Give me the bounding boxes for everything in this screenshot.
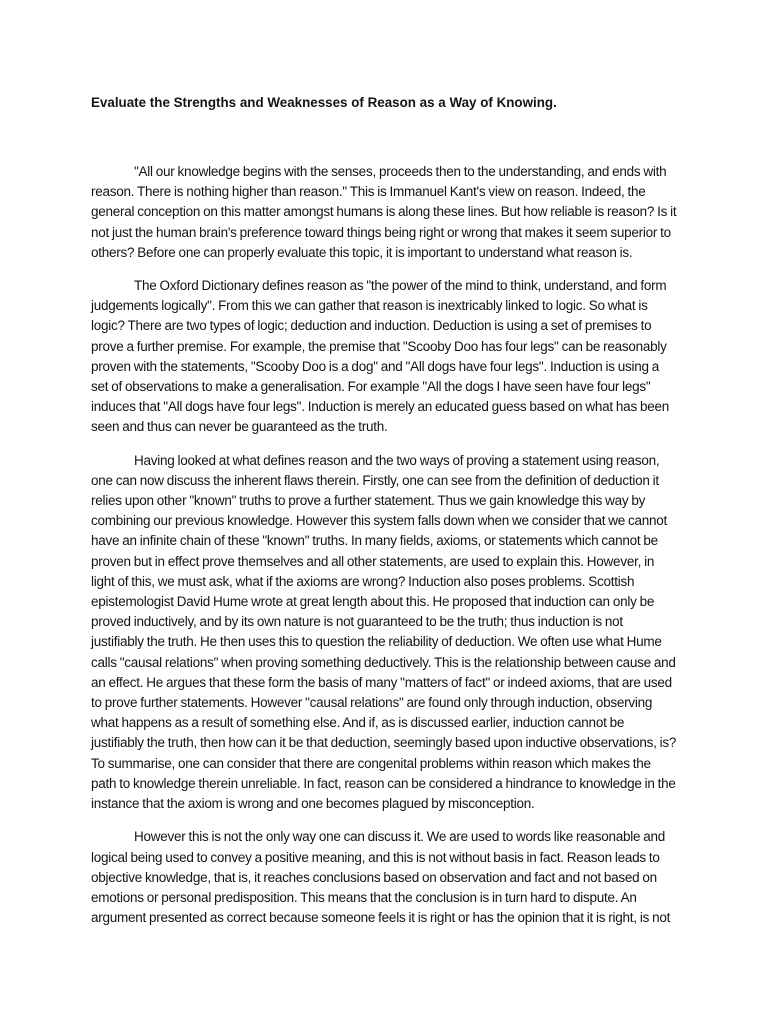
- paragraph-flaws-of-reason: Having looked at what defines reason and the two ways of proving a statement using reason, one can now discuss the inherent flaws therein. Firstly, one can see from the definition of deduction it relies upon other "known" truths to prove a further statement. Thus we gain knowledge this way by combining our previous knowledge. However this system falls down when we consider that we cannot have an infinite chain of these "known" truths. In many fields, axioms, or statements which cannot be proven but in effect prove themselves and all other statements, are used to explain this. However, in light of this, we must ask, what if the axioms are wrong? Induction also poses problems. Scottish epistemologist David Hume wrote at great length about this. He proposed that induction can only be proved inductively, and by its own nature is not guaranteed to be the truth; thus induction is not justifiably the truth. He then uses this to question the reliability of deduction. We often use what Hume calls "causal relations" when proving something deductively. This is the relationship between cause and an effect. He argues that these form the basis of many "matters of fact" or indeed axioms, that are used to prove further statements. However "causal relations" are found only through induction, observing what happens as a result of something else. And if, as is discussed earlier, induction cannot be justifiably the truth, then how can it be that deduction, seemingly based upon inductive observations, is? To summarise, one can consider that there are congenital problems within reason which makes the path to knowledge therein unreliable. In fact, reason can be considered a hindrance to knowledge in the instance that the axiom is wrong and one becomes plagued by misconception.: [91, 452, 677, 812]
- paragraph-definition-of-reason: The Oxford Dictionary defines reason as "the power of the mind to think, understand, and form judgements logically". From this we can gather that reason is inextricably linked to logic. So what is logic? There are two types of logic; deduction and induction. Deduction is using a set of premises to prove a further premise. For example, the premise that "Scooby Doo has four legs" can be reasonably proven with the statements, "Scooby Doo is a dog" and "All dogs have four legs". Induction is using a set of observations to make a generalisation. For example "All the dogs I have seen have four legs" induces that "All dogs have four legs". Induction is merely an educated guess based on what has been seen and thus can never be guaranteed as the truth.: [91, 278, 669, 435]
- essay-title: Evaluate the Strengths and Weaknesses of Reason as a Way of Knowing.: [91, 95, 557, 110]
- essay-body: [91, 162, 677, 941]
- paragraph-kant-quote: "All our knowledge begins with the senses, proceeds then to the understanding, and ends with reason. There is nothing higher than reason." This is Immanuel Kant's view on reason. Indeed, the general conception on this matter amongst humans is along these lines. But how reliable is reason? Is it not just the human brain's preference toward things being right or wrong that makes it seem superior to others? Before one can properly evaluate this topic, it is important to understand what reason is.: [91, 164, 677, 260]
- paragraph-strengths-of-reason: However this is not the only way one can discuss it. We are used to words like reasonable and logical being used to convey a positive meaning, and this is not without basis in fact. Reason leads to objective knowledge, that is, it reaches conclusions based on observation and fact and not based on emotions or personal predisposition. This means that the conclusion is in turn hard to dispute. An argument presented as correct because someone feels it is right or has the opinion that it is right, is not: [91, 829, 671, 926]
